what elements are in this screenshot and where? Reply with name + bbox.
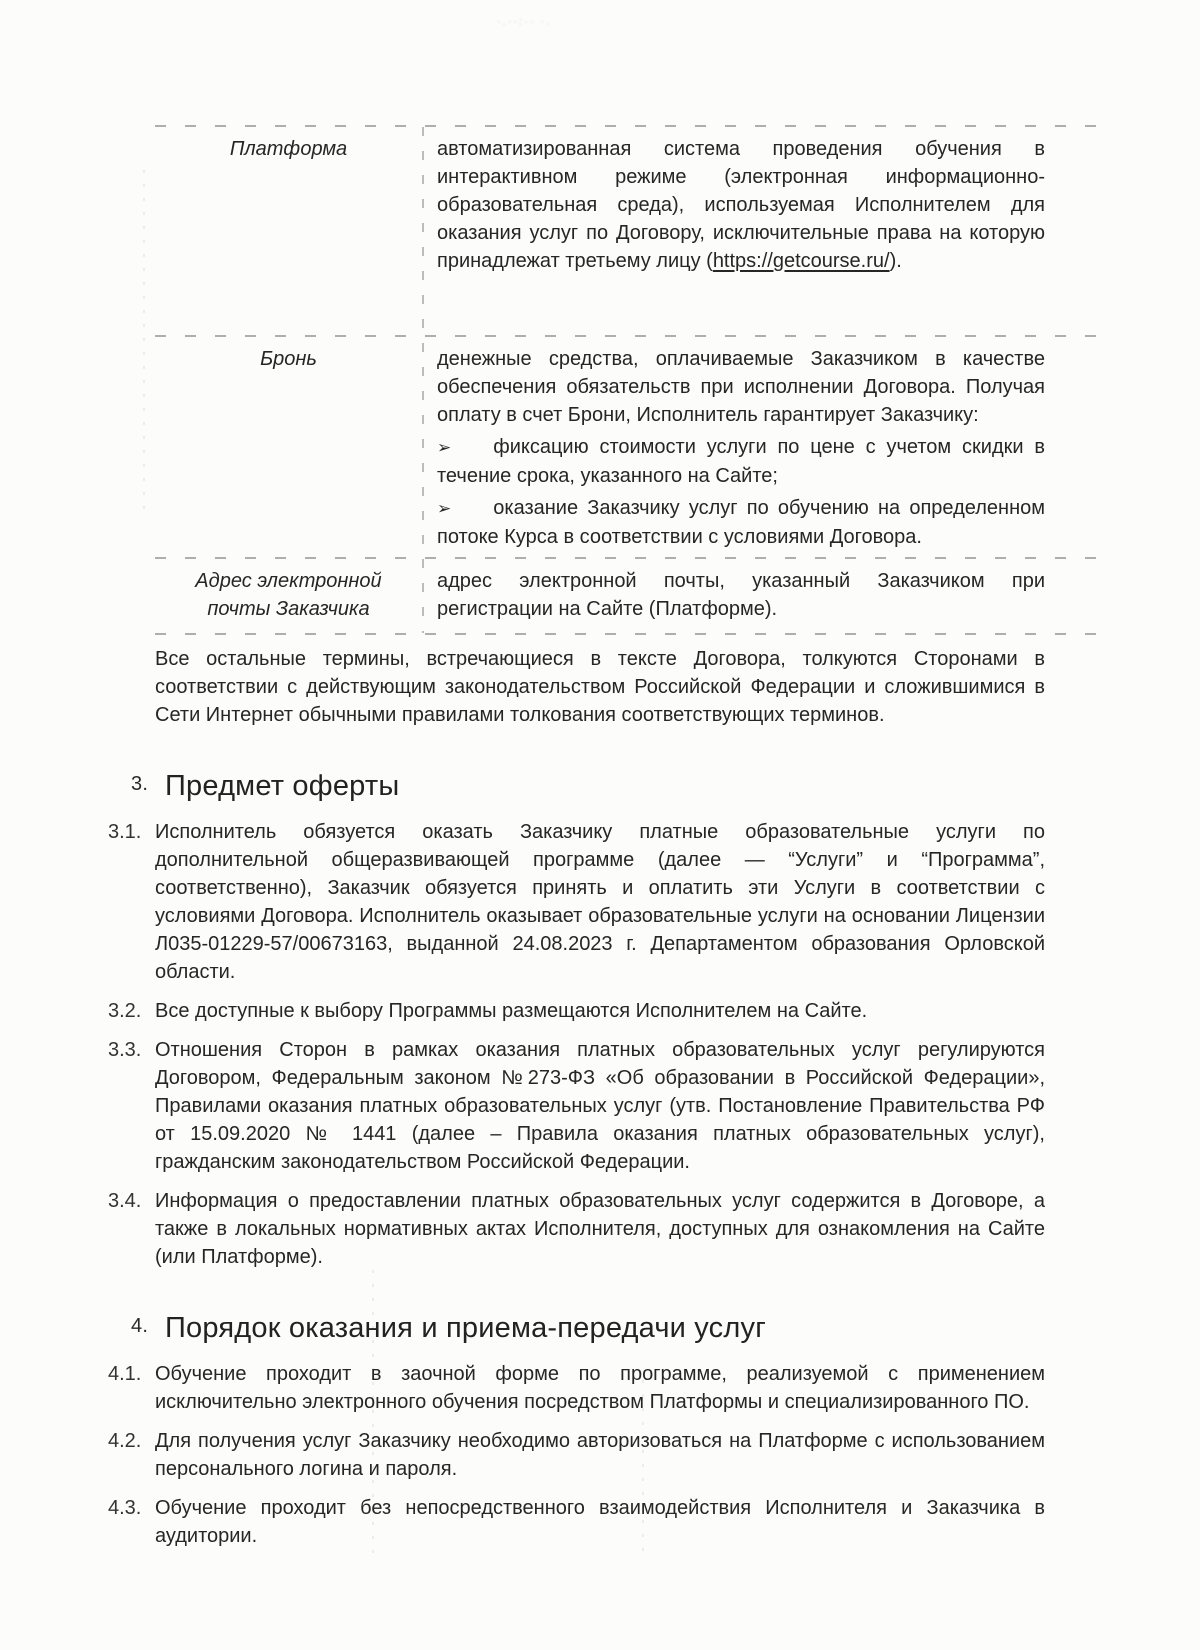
- section-title: Предмет оферты: [165, 770, 400, 802]
- clause-text: Все доступные к выбору Программы размещаются Исполнителем на Сайте.: [155, 1000, 868, 1022]
- clause-number: 4.2.: [108, 1430, 142, 1452]
- section-heading: [131, 769, 1045, 803]
- arrowhead-bullet-icon: ➢: [437, 438, 452, 458]
- table-row-divider: [155, 335, 1105, 337]
- clause-number: 4.1.: [108, 1363, 142, 1385]
- clause-3-4: [108, 1187, 1045, 1271]
- table-row-platform: [155, 127, 1105, 335]
- table-row-bron: [155, 337, 1105, 557]
- clause-number: 4.3.: [108, 1497, 142, 1519]
- table-border-top: [155, 125, 1105, 127]
- scan-artifact: [143, 170, 145, 520]
- term-definition-bron: [422, 337, 1105, 557]
- section-number: 3.: [131, 773, 149, 795]
- section-offer-subject: [108, 769, 1045, 1271]
- clause-4-2: [108, 1427, 1045, 1483]
- bullet-item: [437, 494, 1045, 551]
- term-label-platform: Платформа: [229, 138, 348, 160]
- clause-text: Обучение проходит без непосредственного взаимодействия Исполнителя и Заказчика в аудитории.: [155, 1497, 1045, 1547]
- clause-text: Отношения Сторон в рамках оказания платных образовательных услуг регулируются Договором, Федеральным законом №273-ФЗ «Об образовании в Российской Федерации», Правилами оказания платных образовательных услуг (утв. Постановление Правительства РФ от 15.09.2020 № 1441 (далее – Правила оказания платных образовательных услуг), гражданским законодательством Российской Федерации.: [155, 1039, 1045, 1173]
- definition-text: автоматизированная система проведения обучения в интерактивном режиме (электронная информационно-образовательная среда), используемая Исполнителем для оказания услуг по Договору, исключительные права на которую принадлежат третьему лицу (: [437, 138, 1045, 272]
- clause-3-1: [108, 818, 1045, 986]
- clause-number: 3.1.: [108, 821, 142, 843]
- term-label-email: Адрес электронной почты Заказчика: [195, 570, 382, 620]
- clause-text: Для получения услуг Заказчику необходимо авторизоваться на Платформе с использованием персонального логина и пароля.: [155, 1430, 1045, 1480]
- definition-text: ).: [889, 250, 902, 272]
- bullet-text: оказание Заказчику услуг по обучению на определенном потоке Курса в соответствии с условиями Договора.: [437, 497, 1045, 548]
- table-row-email: [155, 559, 1105, 633]
- terms-closing-paragraph: Все остальные термины, встречающиеся в тексте Договора, толкуются Сторонами в соответствии с действующим законодательством Российской Федерации и сложившимися в Сети Интернет обычными правилами толкования соответствующих терминов.: [155, 648, 1045, 726]
- definition-intro: денежные средства, оплачиваемые Заказчиком в качестве обеспечения обязательств при исполнении Договора. Получая оплату в счет Брони, Исполнитель гарантирует Заказчику:: [437, 348, 1045, 426]
- clause-number: 3.3.: [108, 1039, 142, 1061]
- clause-text: Информация о предоставлении платных образовательных услуг содержится в Договоре, а также в локальных нормативных актах Исполнителя, доступных для ознакомления на Сайте (или Платформе).: [155, 1190, 1045, 1268]
- table-row-divider: [155, 557, 1105, 559]
- getcourse-link[interactable]: https://getcourse.ru/: [712, 250, 890, 272]
- term-definition-email: [422, 559, 1105, 633]
- section-heading: [131, 1311, 1045, 1345]
- clause-number: 3.2.: [108, 1000, 142, 1022]
- bullet-text: фиксацию стоимости услуги по цене с учетом скидки в течение срока, указанного на Сайте;: [437, 436, 1045, 487]
- term-definition-platform: [422, 127, 1105, 335]
- clause-text: Исполнитель обязуется оказать Заказчику платные образовательные услуги по дополнительной общеразвивающей программе (далее — “Услуги” и “Программа”, соответственно), Заказчик обязуется принять и оплатить эти Услуги в соответствии с условиями Договора. Исполнитель оказывает образовательные услуги на основании Лицензии Л035-01229-57/00673163, выданной 24.08.2023 г. Департаментом образования Орловской области.: [155, 821, 1045, 983]
- document-body: [108, 0, 1045, 1561]
- clause-3-3: [108, 1036, 1045, 1176]
- definition-text: адрес электронной почты, указанный Заказчиком при регистрации на Сайте (Платформе).: [437, 570, 1045, 620]
- terms-table: [155, 125, 1105, 635]
- section-title: Порядок оказания и приема-передачи услуг: [165, 1312, 766, 1344]
- section-service-order: [108, 1311, 1045, 1550]
- arrowhead-bullet-icon: ➢: [437, 499, 452, 519]
- term-label-bron: Бронь: [260, 348, 317, 370]
- table-border-bottom: [155, 633, 1105, 635]
- clause-4-3: [108, 1494, 1045, 1550]
- clause-4-1: [108, 1360, 1045, 1416]
- clause-text: Обучение проходит в заочной форме по программе, реализуемой с применением исключительно электронного обучения посредством Платформы и специализированного ПО.: [155, 1363, 1045, 1413]
- bullet-item: [437, 433, 1045, 490]
- scan-artifact: ·.··:·· ·.: [497, 16, 552, 28]
- section-number: 4.: [131, 1315, 149, 1337]
- clause-3-2: [108, 997, 1045, 1025]
- clause-number: 3.4.: [108, 1190, 142, 1212]
